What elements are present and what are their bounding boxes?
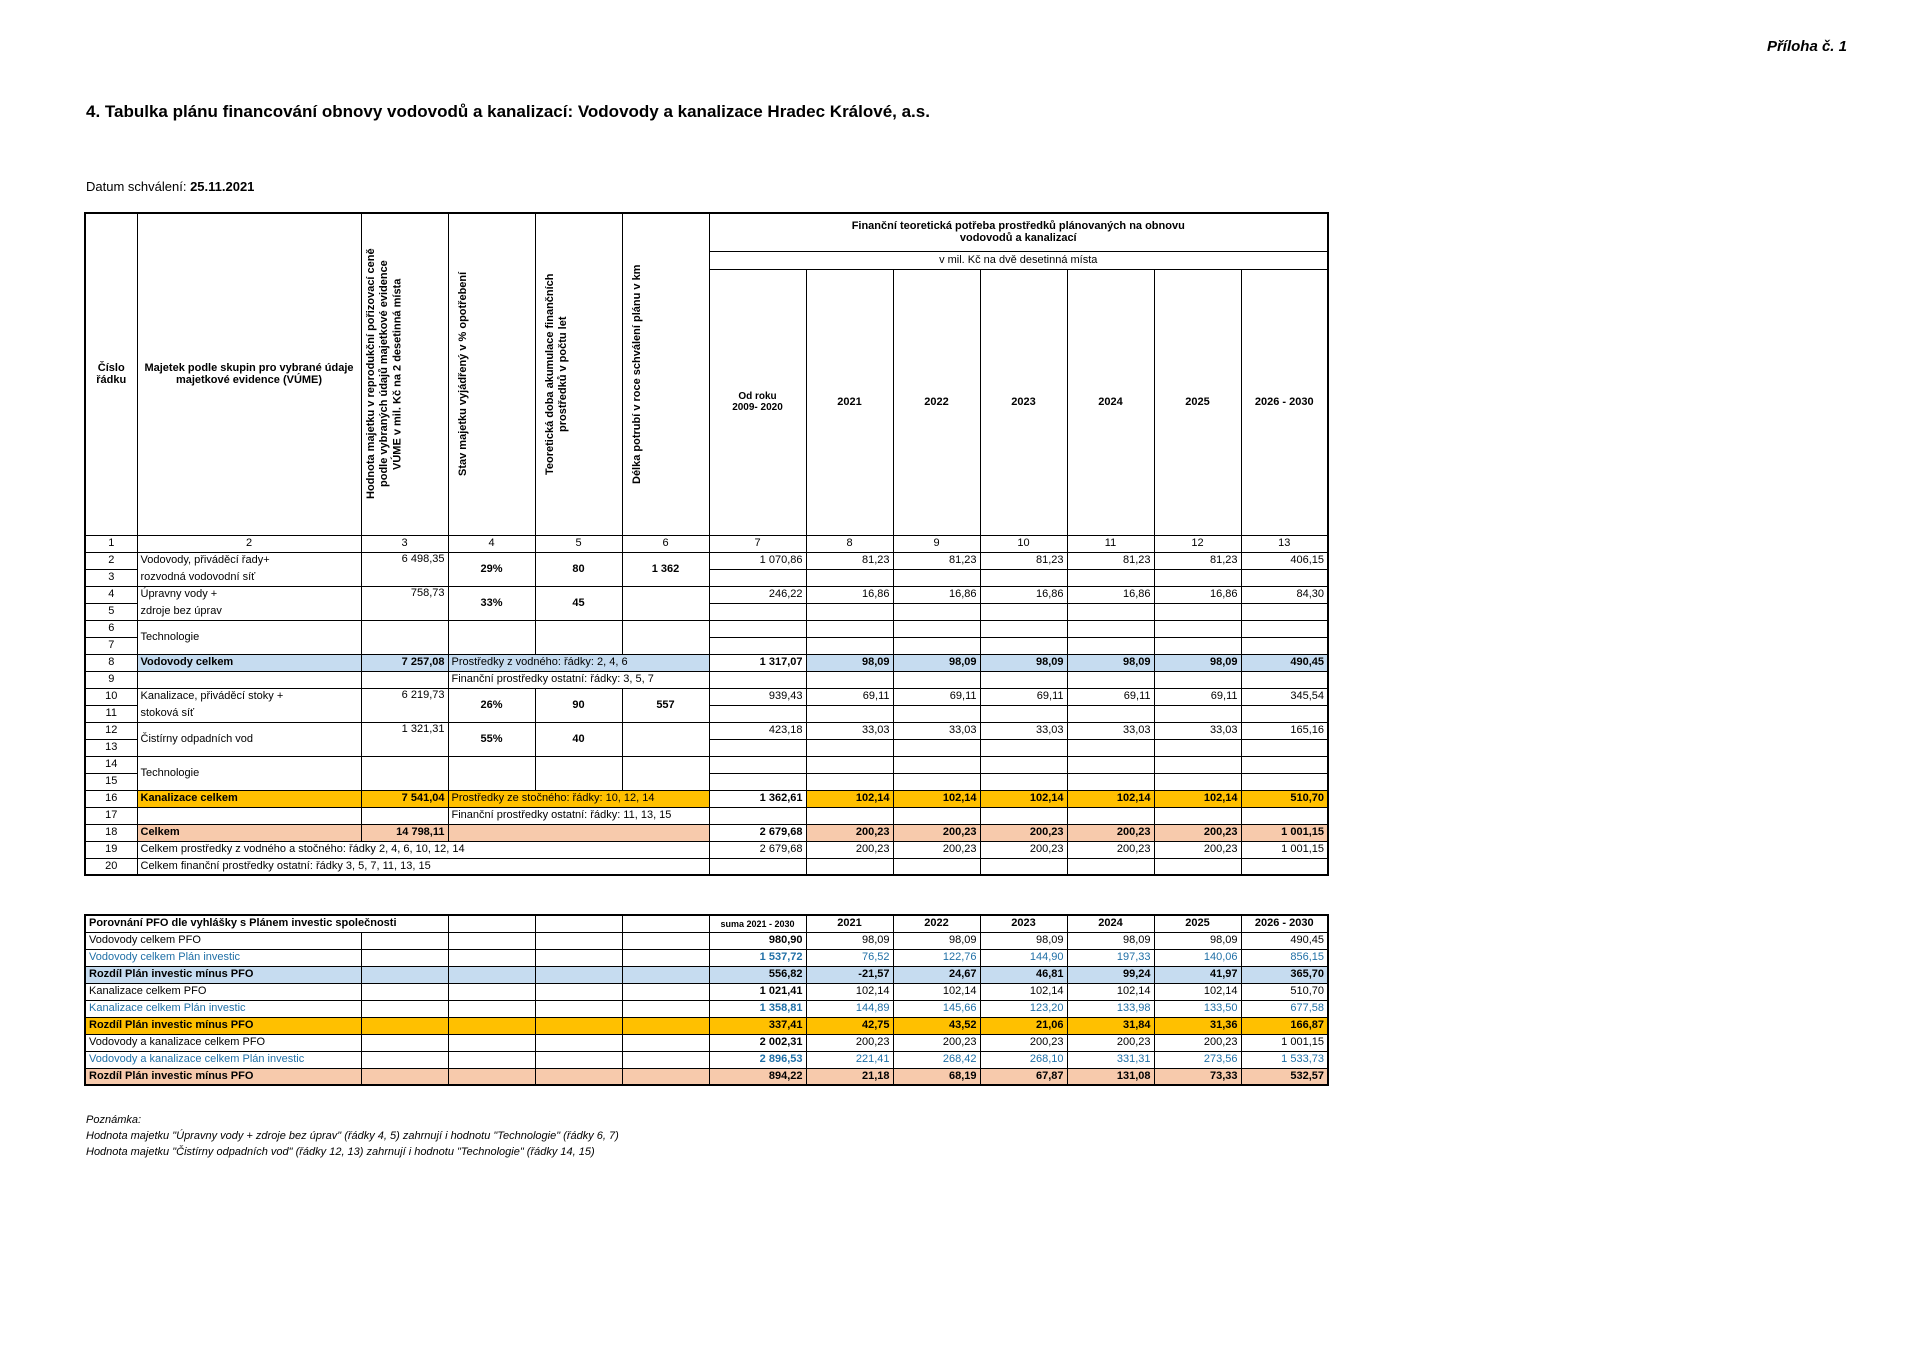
value-2024: 98,09 bbox=[1067, 654, 1154, 671]
row-number: 14 bbox=[85, 756, 137, 773]
comparison-value: 123,20 bbox=[980, 1000, 1067, 1017]
value-2025: 102,14 bbox=[1154, 790, 1241, 807]
row-number: 7 bbox=[85, 637, 137, 654]
value-2021: 200,23 bbox=[806, 824, 893, 841]
value-2026-2030: 406,15 bbox=[1241, 552, 1328, 569]
row-number: 2 bbox=[85, 552, 137, 569]
col-number: 6 bbox=[622, 535, 709, 552]
comparison-title: Porovnání PFO dle vyhlášky s Plánem investic společnosti bbox=[85, 915, 448, 932]
value-2021: 16,86 bbox=[806, 586, 893, 603]
table-row bbox=[85, 824, 1328, 841]
comparison-value: 140,06 bbox=[1154, 949, 1241, 966]
comparison-row bbox=[85, 1034, 1328, 1051]
table-row bbox=[85, 807, 1328, 824]
comparison-value: 145,66 bbox=[893, 1000, 980, 1017]
comparison-value: 102,14 bbox=[1067, 983, 1154, 1000]
comparison-sum: 556,82 bbox=[709, 966, 806, 983]
approval-value: 25.11.2021 bbox=[190, 179, 255, 194]
empty-cell bbox=[622, 949, 709, 966]
empty-cell bbox=[361, 949, 448, 966]
comparison-sum: 337,41 bbox=[709, 1017, 806, 1034]
comparison-header-row bbox=[85, 915, 1328, 932]
row-note: Prostředky ze stočného: řádky: 10, 12, 14 bbox=[448, 790, 709, 807]
row-label: Kanalizace, přiváděcí stoky + bbox=[137, 688, 361, 705]
col-number: 11 bbox=[1067, 535, 1154, 552]
row-label: Celkem finanční prostředky ostatní: řádky 3, 5, 7, 11, 13, 15 bbox=[137, 858, 709, 875]
row-label: Celkem prostředky z vodného a stočného: řádky 2, 4, 6, 10, 12, 14 bbox=[137, 841, 709, 858]
footnote bbox=[86, 1113, 619, 1161]
header-pipe-length bbox=[622, 213, 709, 535]
col-number: 4 bbox=[448, 535, 535, 552]
comparison-row-label: Rozdíl Plán investic mínus PFO bbox=[85, 1068, 361, 1085]
comparison-value: 1 001,15 bbox=[1241, 1034, 1328, 1051]
asset-value: 6 219,73 bbox=[361, 688, 448, 722]
col-number: 12 bbox=[1154, 535, 1241, 552]
footnote-line: Hodnota majetku "Čistírny odpadních vod" (řádky 12, 13) zahrnují i hodnotu "Technologie" (řádky 14, 15) bbox=[86, 1145, 595, 1158]
comparison-value: 67,87 bbox=[980, 1068, 1067, 1085]
empty-cell bbox=[535, 949, 622, 966]
header-year-2025: 2025 bbox=[1154, 269, 1241, 535]
value-2025: 33,03 bbox=[1154, 722, 1241, 739]
value-2023: 98,09 bbox=[980, 654, 1067, 671]
empty-cell bbox=[535, 1034, 622, 1051]
empty-cell bbox=[448, 949, 535, 966]
comparison-year: 2023 bbox=[980, 915, 1067, 932]
empty-cell bbox=[448, 1034, 535, 1051]
document-title: 4. Tabulka plánu financování obnovy vodovodů a kanalizací: Vodovody a kanalizace Hradec Králové, a.s. bbox=[86, 102, 930, 121]
comparison-value: 46,81 bbox=[980, 966, 1067, 983]
value-2022: 200,23 bbox=[893, 841, 980, 858]
comparison-row bbox=[85, 932, 1328, 949]
comparison-year: 2024 bbox=[1067, 915, 1154, 932]
comparison-value: 21,18 bbox=[806, 1068, 893, 1085]
comparison-value: 490,45 bbox=[1241, 932, 1328, 949]
value-from: 246,22 bbox=[709, 586, 806, 603]
value-2026-2030: 165,16 bbox=[1241, 722, 1328, 739]
financing-plan-table bbox=[84, 212, 1329, 876]
value-2026-2030: 1 001,15 bbox=[1241, 824, 1328, 841]
comparison-value: 102,14 bbox=[893, 983, 980, 1000]
value-2025: 16,86 bbox=[1154, 586, 1241, 603]
header-year-2022: 2022 bbox=[893, 269, 980, 535]
empty-cell bbox=[448, 1051, 535, 1068]
pipe-length: 1 362 bbox=[622, 552, 709, 586]
row-number: 13 bbox=[85, 739, 137, 756]
comparison-row bbox=[85, 1051, 1328, 1068]
comparison-value: 677,58 bbox=[1241, 1000, 1328, 1017]
header-asset-value bbox=[361, 213, 448, 535]
comparison-value: 98,09 bbox=[1154, 932, 1241, 949]
value-2021: 200,23 bbox=[806, 841, 893, 858]
row-number: 16 bbox=[85, 790, 137, 807]
header-asset-value-text: Hodnota majetku v reprodukční pořizovací ceně podle vybraných údajů majetkové evidence VÚME v mil. Kč na 2 desetinná místa bbox=[364, 248, 403, 500]
comparison-value: 197,33 bbox=[1067, 949, 1154, 966]
header-accumulation-period bbox=[535, 213, 622, 535]
comparison-value: 98,09 bbox=[893, 932, 980, 949]
table-row bbox=[85, 552, 1328, 569]
row-label: stoková síť bbox=[137, 705, 361, 722]
value-2021: 69,11 bbox=[806, 688, 893, 705]
row-label: Kanalizace celkem bbox=[137, 790, 361, 807]
empty-cell bbox=[448, 983, 535, 1000]
row-label: zdroje bez úprav bbox=[137, 603, 361, 620]
row-note: Prostředky z vodného: řádky: 2, 4, 6 bbox=[448, 654, 709, 671]
empty-cell bbox=[448, 966, 535, 983]
approval-date bbox=[86, 179, 254, 194]
empty-cell bbox=[361, 932, 448, 949]
table-row bbox=[85, 756, 1328, 773]
comparison-value: 144,90 bbox=[980, 949, 1067, 966]
comparison-value: 200,23 bbox=[806, 1034, 893, 1051]
row-number: 18 bbox=[85, 824, 137, 841]
comparison-value: 24,67 bbox=[893, 966, 980, 983]
value-from: 2 679,68 bbox=[709, 824, 806, 841]
row-number: 12 bbox=[85, 722, 137, 739]
empty-cell bbox=[361, 1068, 448, 1085]
table-row bbox=[85, 841, 1328, 858]
empty-cell bbox=[622, 932, 709, 949]
value-2025: 98,09 bbox=[1154, 654, 1241, 671]
col-number: 2 bbox=[137, 535, 361, 552]
asset-value: 14 798,11 bbox=[361, 824, 448, 841]
comparison-row-label: Vodovody a kanalizace celkem PFO bbox=[85, 1034, 361, 1051]
comparison-value: 21,06 bbox=[980, 1017, 1067, 1034]
comparison-value: 76,52 bbox=[806, 949, 893, 966]
value-2024: 16,86 bbox=[1067, 586, 1154, 603]
row-label: Technologie bbox=[137, 620, 361, 654]
empty-cell bbox=[361, 966, 448, 983]
comparison-value: 102,14 bbox=[1154, 983, 1241, 1000]
value-2024: 200,23 bbox=[1067, 824, 1154, 841]
header-accumulation-period-text: Teoretická doba akumulace finančních prostředků v počtu let bbox=[543, 273, 569, 476]
header-asset-state bbox=[448, 213, 535, 535]
comparison-value: 98,09 bbox=[806, 932, 893, 949]
value-2023: 81,23 bbox=[980, 552, 1067, 569]
value-2021: 98,09 bbox=[806, 654, 893, 671]
comparison-value: 221,41 bbox=[806, 1051, 893, 1068]
comparison-row bbox=[85, 966, 1328, 983]
value-2024: 81,23 bbox=[1067, 552, 1154, 569]
value-2025: 81,23 bbox=[1154, 552, 1241, 569]
footnote-line: Hodnota majetku "Úpravny vody + zdroje bez úprav" (řádky 4, 5) zahrnují i hodnotu "Technologie" (řádky 6, 7) bbox=[86, 1129, 619, 1142]
col-number: 5 bbox=[535, 535, 622, 552]
header-unit: v mil. Kč na dvě desetinná místa bbox=[709, 251, 1328, 269]
comparison-row-label: Vodovody celkem Plán investic bbox=[85, 949, 361, 966]
row-label: rozvodná vodovodní síť bbox=[137, 569, 361, 586]
comparison-row-label: Kanalizace celkem Plán investic bbox=[85, 1000, 361, 1017]
comparison-sum: 2 002,31 bbox=[709, 1034, 806, 1051]
asset-value: 758,73 bbox=[361, 586, 448, 620]
empty-cell bbox=[448, 1017, 535, 1034]
value-2022: 81,23 bbox=[893, 552, 980, 569]
comparison-sum: 1 358,81 bbox=[709, 1000, 806, 1017]
comparison-row bbox=[85, 1017, 1328, 1034]
comparison-value: 102,14 bbox=[980, 983, 1067, 1000]
value-from: 1 317,07 bbox=[709, 654, 806, 671]
value-from: 1 362,61 bbox=[709, 790, 806, 807]
comparison-year: 2026 - 2030 bbox=[1241, 915, 1328, 932]
comparison-value: 1 533,73 bbox=[1241, 1051, 1328, 1068]
approval-label: Datum schválení: bbox=[86, 179, 187, 194]
empty-cell bbox=[622, 1000, 709, 1017]
comparison-row-label: Vodovody a kanalizace celkem Plán investic bbox=[85, 1051, 361, 1068]
value-2022: 98,09 bbox=[893, 654, 980, 671]
col-number: 1 bbox=[85, 535, 137, 552]
comparison-row bbox=[85, 949, 1328, 966]
row-label: Vodovody celkem bbox=[137, 654, 361, 671]
comparison-sum: 1 021,41 bbox=[709, 983, 806, 1000]
value-2021: 102,14 bbox=[806, 790, 893, 807]
comparison-value: 131,08 bbox=[1067, 1068, 1154, 1085]
row-number: 3 bbox=[85, 569, 137, 586]
row-label: Celkem bbox=[137, 824, 361, 841]
comparison-value: 532,57 bbox=[1241, 1068, 1328, 1085]
comparison-value: 102,14 bbox=[806, 983, 893, 1000]
empty-cell bbox=[622, 1034, 709, 1051]
row-number: 11 bbox=[85, 705, 137, 722]
row-number: 10 bbox=[85, 688, 137, 705]
empty-cell bbox=[535, 1000, 622, 1017]
comparison-value: 122,76 bbox=[893, 949, 980, 966]
value-2026-2030: 84,30 bbox=[1241, 586, 1328, 603]
row-number: 20 bbox=[85, 858, 137, 875]
comparison-value: 200,23 bbox=[1067, 1034, 1154, 1051]
empty-cell bbox=[448, 1068, 535, 1085]
comparison-row-label: Vodovody celkem PFO bbox=[85, 932, 361, 949]
empty-cell bbox=[622, 1068, 709, 1085]
value-2024: 102,14 bbox=[1067, 790, 1154, 807]
asset-state: 29% bbox=[448, 552, 535, 586]
comparison-table bbox=[84, 914, 1329, 1086]
value-2026-2030: 345,54 bbox=[1241, 688, 1328, 705]
header-asset-group: Majetek podle skupin pro vybrané údaje majetkové evidence (VÚME) bbox=[137, 213, 361, 535]
comparison-value: 268,42 bbox=[893, 1051, 980, 1068]
empty-cell bbox=[448, 1000, 535, 1017]
comparison-sum: 1 537,72 bbox=[709, 949, 806, 966]
value-2023: 16,86 bbox=[980, 586, 1067, 603]
value-2022: 33,03 bbox=[893, 722, 980, 739]
header-from-year: Od roku 2009- 2020 bbox=[709, 269, 806, 535]
comparison-year: 2021 bbox=[806, 915, 893, 932]
value-2021: 33,03 bbox=[806, 722, 893, 739]
header-asset-state-text: Stav majetku vyjádřený v % opotřebení bbox=[456, 272, 469, 477]
table-row bbox=[85, 654, 1328, 671]
row-number: 15 bbox=[85, 773, 137, 790]
header-row-number: Číslo řádku bbox=[85, 213, 137, 535]
annex-label: Příloha č. 1 bbox=[1766, 38, 1847, 55]
comparison-value: 42,75 bbox=[806, 1017, 893, 1034]
empty-cell bbox=[622, 1051, 709, 1068]
row-number: 4 bbox=[85, 586, 137, 603]
row-note: Finanční prostředky ostatní: řádky: 3, 5, 7 bbox=[448, 671, 709, 688]
header-year-2021: 2021 bbox=[806, 269, 893, 535]
row-label: Technologie bbox=[137, 756, 361, 790]
empty-cell bbox=[622, 983, 709, 1000]
value-from: 1 070,86 bbox=[709, 552, 806, 569]
empty-cell bbox=[622, 1017, 709, 1034]
comparison-value: 273,56 bbox=[1154, 1051, 1241, 1068]
comparison-value: 133,98 bbox=[1067, 1000, 1154, 1017]
comparison-value: 144,89 bbox=[806, 1000, 893, 1017]
value-2023: 200,23 bbox=[980, 841, 1067, 858]
comparison-row bbox=[85, 983, 1328, 1000]
comparison-value: 856,15 bbox=[1241, 949, 1328, 966]
col-number: 10 bbox=[980, 535, 1067, 552]
comparison-year: 2025 bbox=[1154, 915, 1241, 932]
col-number: 13 bbox=[1241, 535, 1328, 552]
empty-cell bbox=[535, 1017, 622, 1034]
comparison-value: 133,50 bbox=[1154, 1000, 1241, 1017]
header-year-2026-2030: 2026 - 2030 bbox=[1241, 269, 1328, 535]
empty-cell bbox=[448, 932, 535, 949]
comparison-sum: 980,90 bbox=[709, 932, 806, 949]
comparison-value: 331,31 bbox=[1067, 1051, 1154, 1068]
comparison-row-label: Rozdíl Plán investic mínus PFO bbox=[85, 1017, 361, 1034]
row-number: 8 bbox=[85, 654, 137, 671]
row-label: Vodovody, přiváděcí řady+ bbox=[137, 552, 361, 569]
comparison-value: 365,70 bbox=[1241, 966, 1328, 983]
row-number: 19 bbox=[85, 841, 137, 858]
comparison-value: 99,24 bbox=[1067, 966, 1154, 983]
value-2022: 102,14 bbox=[893, 790, 980, 807]
comparison-row-label: Rozdíl Plán investic mínus PFO bbox=[85, 966, 361, 983]
value-2026-2030: 490,45 bbox=[1241, 654, 1328, 671]
asset-state: 55% bbox=[448, 722, 535, 756]
empty-cell bbox=[535, 1068, 622, 1085]
comparison-value: 31,36 bbox=[1154, 1017, 1241, 1034]
row-number: 17 bbox=[85, 807, 137, 824]
table-row bbox=[85, 671, 1328, 688]
value-from: 423,18 bbox=[709, 722, 806, 739]
comparison-value: 73,33 bbox=[1154, 1068, 1241, 1085]
value-2026-2030: 1 001,15 bbox=[1241, 841, 1328, 858]
comparison-value: 166,87 bbox=[1241, 1017, 1328, 1034]
empty-cell bbox=[361, 1017, 448, 1034]
asset-value: 6 498,35 bbox=[361, 552, 448, 586]
header-financial-need: Finanční teoretická potřeba prostředků plánovaných na obnovu vodovodů a kanalizací bbox=[709, 213, 1328, 251]
header-year-2023: 2023 bbox=[980, 269, 1067, 535]
accumulation-period: 45 bbox=[535, 586, 622, 620]
value-2025: 200,23 bbox=[1154, 841, 1241, 858]
row-number: 5 bbox=[85, 603, 137, 620]
value-2022: 200,23 bbox=[893, 824, 980, 841]
asset-value: 7 257,08 bbox=[361, 654, 448, 671]
value-from: 939,43 bbox=[709, 688, 806, 705]
header-pipe-length-text: Délka potrubí v roce schválení plánu v km bbox=[630, 264, 643, 484]
table-row bbox=[85, 586, 1328, 603]
row-note: Finanční prostředky ostatní: řádky: 11, 13, 15 bbox=[448, 807, 709, 824]
asset-state: 33% bbox=[448, 586, 535, 620]
asset-state: 26% bbox=[448, 688, 535, 722]
value-2023: 102,14 bbox=[980, 790, 1067, 807]
value-from: 2 679,68 bbox=[709, 841, 806, 858]
value-2025: 69,11 bbox=[1154, 688, 1241, 705]
empty-cell bbox=[361, 1034, 448, 1051]
value-2024: 33,03 bbox=[1067, 722, 1154, 739]
row-number: 6 bbox=[85, 620, 137, 637]
value-2021: 81,23 bbox=[806, 552, 893, 569]
table-row bbox=[85, 620, 1328, 637]
empty-cell bbox=[361, 1000, 448, 1017]
comparison-value: 200,23 bbox=[980, 1034, 1067, 1051]
value-2025: 200,23 bbox=[1154, 824, 1241, 841]
value-2024: 200,23 bbox=[1067, 841, 1154, 858]
comparison-value: 268,10 bbox=[980, 1051, 1067, 1068]
empty-cell bbox=[361, 1051, 448, 1068]
col-number: 3 bbox=[361, 535, 448, 552]
comparison-row bbox=[85, 1068, 1328, 1085]
asset-value: 1 321,31 bbox=[361, 722, 448, 756]
comparison-value: 510,70 bbox=[1241, 983, 1328, 1000]
pipe-length: 557 bbox=[622, 688, 709, 722]
comparison-value: 200,23 bbox=[893, 1034, 980, 1051]
empty-cell bbox=[535, 932, 622, 949]
empty-cell bbox=[535, 1051, 622, 1068]
comparison-value: 43,52 bbox=[893, 1017, 980, 1034]
value-2023: 200,23 bbox=[980, 824, 1067, 841]
comparison-row bbox=[85, 1000, 1328, 1017]
comparison-value: 98,09 bbox=[1067, 932, 1154, 949]
comparison-sum: 894,22 bbox=[709, 1068, 806, 1085]
col-number: 9 bbox=[893, 535, 980, 552]
row-label: Úpravny vody + bbox=[137, 586, 361, 603]
comparison-value: 200,23 bbox=[1154, 1034, 1241, 1051]
row-number: 9 bbox=[85, 671, 137, 688]
comparison-year: 2022 bbox=[893, 915, 980, 932]
table-row bbox=[85, 688, 1328, 705]
value-2022: 69,11 bbox=[893, 688, 980, 705]
table-row bbox=[85, 858, 1328, 875]
empty-cell bbox=[622, 966, 709, 983]
value-2022: 16,86 bbox=[893, 586, 980, 603]
col-number: 8 bbox=[806, 535, 893, 552]
accumulation-period: 90 bbox=[535, 688, 622, 722]
asset-value: 7 541,04 bbox=[361, 790, 448, 807]
table-row bbox=[85, 790, 1328, 807]
comparison-value: 98,09 bbox=[980, 932, 1067, 949]
comparison-value: -21,57 bbox=[806, 966, 893, 983]
row-label: Čistírny odpadních vod bbox=[137, 722, 361, 756]
comparison-row-label: Kanalizace celkem PFO bbox=[85, 983, 361, 1000]
value-2023: 33,03 bbox=[980, 722, 1067, 739]
empty-cell bbox=[361, 983, 448, 1000]
value-2023: 69,11 bbox=[980, 688, 1067, 705]
value-2026-2030: 510,70 bbox=[1241, 790, 1328, 807]
comparison-body bbox=[85, 932, 1328, 1085]
value-2024: 69,11 bbox=[1067, 688, 1154, 705]
col-number: 7 bbox=[709, 535, 806, 552]
comparison-value: 31,84 bbox=[1067, 1017, 1154, 1034]
comparison-value: 41,97 bbox=[1154, 966, 1241, 983]
footnote-title: Poznámka: bbox=[86, 1114, 142, 1126]
accumulation-period: 80 bbox=[535, 552, 622, 586]
empty-cell bbox=[535, 983, 622, 1000]
comparison-value: 68,19 bbox=[893, 1068, 980, 1085]
accumulation-period: 40 bbox=[535, 722, 622, 756]
comparison-sum-label: suma 2021 - 2030 bbox=[709, 915, 806, 932]
comparison-sum: 2 896,53 bbox=[709, 1051, 806, 1068]
table-row bbox=[85, 722, 1328, 739]
empty-cell bbox=[535, 966, 622, 983]
header-year-2024: 2024 bbox=[1067, 269, 1154, 535]
